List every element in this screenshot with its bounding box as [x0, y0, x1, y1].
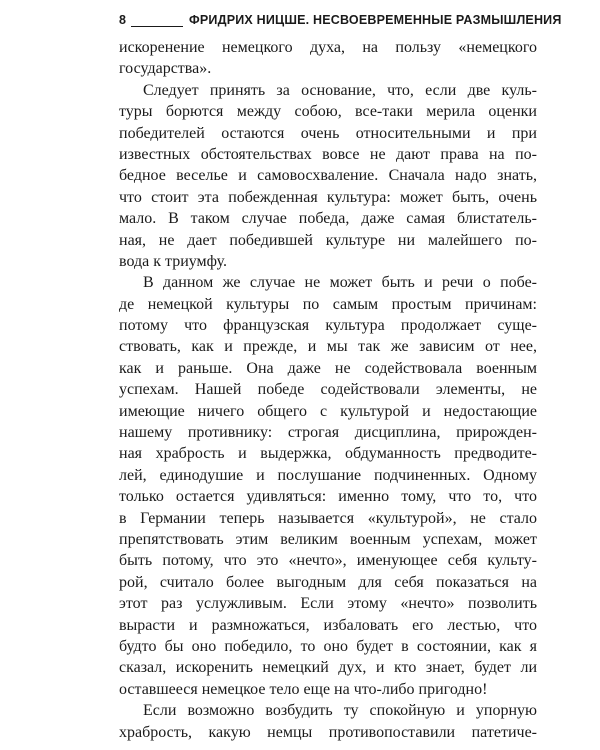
text-line: ствовать, как и прежде, и мы так же зависим от нее,	[119, 338, 537, 356]
text-line: успехам. Нашей победе содействовали элементы, не	[119, 381, 537, 399]
header-rule	[131, 26, 183, 27]
text-line: известных обстоятельствах вовсе не дают права на по-	[119, 145, 537, 163]
text-line: оставшееся немецкое тело еще на что-либо пригодно!	[119, 680, 488, 698]
text-line: рой, считало более выгодным для себя показаться на	[119, 573, 537, 591]
text-line: туры борются между собою, все-таки мерила оценки	[119, 103, 537, 121]
text-line: де немецкой культуры по самым простым причинам:	[119, 295, 537, 313]
text-line: препятствовать этим великим военным успехам, может	[119, 530, 537, 548]
text-line: искоренение немецкого духа, на пользу «немецкого	[119, 39, 537, 56]
text-line: бедное веселье и самовосхваление. Сначала надо знать,	[119, 167, 537, 185]
text-line: этот раз услужливым. Если этому «нечто» позволить	[119, 595, 537, 613]
page-number: 8	[119, 13, 127, 27]
text-line: мало. В таком случае победа, даже самая блистатель-	[119, 210, 537, 228]
text-line: сказал, искоренить немецкий дух, и кто знает, будет ли	[119, 659, 537, 677]
running-title: ФРИДРИХ НИЦШЕ. НЕСВОЕВРЕМЕННЫЕ РАЗМЫШЛЕНИЯ	[189, 13, 562, 27]
text-line: вырасти и размножаться, избаловать его лестью, что	[119, 616, 537, 634]
text-line: только остается удивляться: именно тому, что то, что	[119, 488, 537, 506]
text-line: быть потому, что это «нечто», именующее себя культу-	[119, 552, 537, 570]
text-line: что стоит эта побежденная культура: может быть, очень	[119, 188, 537, 206]
text-line: ная храбрость и выдержка, обдуманность предводите-	[119, 445, 537, 463]
text-line: нашему противнику: строгая дисциплина, прирожден-	[119, 424, 537, 442]
text-line: в Германии теперь называется «культурой», не стало	[119, 509, 537, 527]
running-head	[119, 10, 562, 32]
text-line: храбрость, какую немцы противопоставили патетиче-	[119, 723, 537, 741]
text-line: имеющие ничего общего с культурой и недостающие	[119, 402, 537, 420]
text-line: потому что французская культура продолжает суще-	[119, 317, 537, 335]
text-line: вода к триумфу.	[119, 252, 228, 270]
body-text	[119, 37, 537, 743]
text-line: как и раньше. Она даже не содействовала военным	[119, 359, 537, 377]
text-line: лей, единодушие и послушание подчиненных. Одному	[119, 466, 537, 484]
text-line: ная, не дает победившей культуре ни малейшего по-	[119, 231, 537, 249]
text-line: В данном же случае не может быть и речи о побе-	[143, 274, 537, 292]
text-line: будто бы оно победило, то оно будет в состоянии, как я	[119, 637, 537, 655]
text-line: победителей остаются очень относительными и при	[119, 124, 537, 142]
text-line: Следует принять за основание, что, если две куль-	[143, 81, 537, 99]
text-line: государства».	[119, 60, 212, 78]
text-line: Если возможно возбудить ту спокойную и упорную	[143, 702, 537, 720]
